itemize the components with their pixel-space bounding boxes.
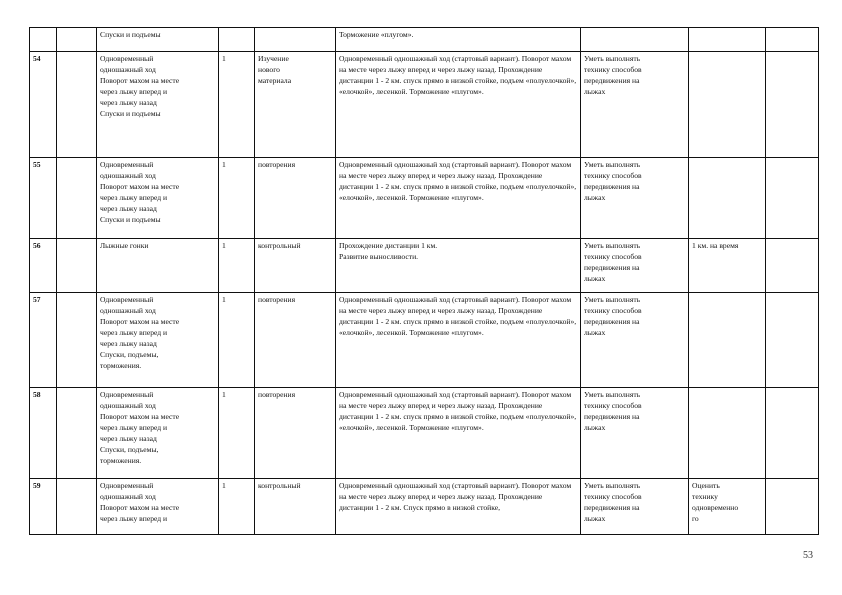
lesson-date	[57, 239, 97, 293]
lesson-note	[766, 158, 819, 239]
lesson-content: Прохождение дистанции 1 км. Развитие выносливости.	[336, 239, 581, 293]
lesson-skills: Уметь выполнять технику способов передвижения на лыжах	[581, 293, 689, 388]
lesson-type	[255, 28, 336, 52]
lesson-hours: 1	[219, 388, 255, 479]
table-row	[30, 158, 819, 239]
lesson-number: 57	[30, 293, 57, 388]
lesson-date	[57, 388, 97, 479]
table-row	[30, 28, 819, 52]
lesson-skills: Уметь выполнять технику способов передвижения на лыжах	[581, 239, 689, 293]
lesson-content: Одновременный одношажный ход (стартовый вариант). Поворот махом на месте через лыжу вперед и через лыжу назад. Прохождение дистанции 1 - 2 км. Спуск прямо в низкой стойке,	[336, 479, 581, 535]
lesson-content: Одновременный одношажный ход (стартовый вариант). Поворот махом на месте через лыжу вперед и через лыжу назад. Прохождение дистанции 1 - 2 км. спуск прямо в низкой стойке, подъем «полуелочкой», «елочкой», лесенкой. Торможение «плугом».	[336, 388, 581, 479]
lesson-control	[689, 52, 766, 158]
lesson-type: Изучение нового материала	[255, 52, 336, 158]
lesson-number	[30, 28, 57, 52]
lesson-number: 56	[30, 239, 57, 293]
lesson-topic: Одновременный одношажный ход Поворот махом на месте через лыжу вперед и через лыжу назад Спуски, подъемы, торможения.	[97, 388, 219, 479]
table-row	[30, 388, 819, 479]
page-number: 53	[803, 550, 813, 561]
lesson-type: повторения	[255, 293, 336, 388]
lesson-note	[766, 388, 819, 479]
lesson-skills	[581, 28, 689, 52]
lesson-topic: Одновременный одношажный ход Поворот махом на месте через лыжу вперед и через лыжу назад Спуски, подъемы, торможения.	[97, 293, 219, 388]
lesson-number: 59	[30, 479, 57, 535]
lesson-type: контрольный	[255, 239, 336, 293]
lesson-skills: Уметь выполнять технику способов передвижения на лыжах	[581, 388, 689, 479]
lesson-type: повторения	[255, 158, 336, 239]
lesson-hours	[219, 28, 255, 52]
lesson-number: 54	[30, 52, 57, 158]
lesson-skills: Уметь выполнять технику способов передвижения на лыжах	[581, 52, 689, 158]
lesson-date	[57, 158, 97, 239]
lesson-date	[57, 293, 97, 388]
lesson-note	[766, 28, 819, 52]
lesson-hours: 1	[219, 239, 255, 293]
lesson-hours: 1	[219, 293, 255, 388]
table-row	[30, 239, 819, 293]
lesson-note	[766, 239, 819, 293]
lesson-content: Торможение «плугом».	[336, 28, 581, 52]
lesson-topic: Одновременный одношажный ход Поворот махом на месте через лыжу вперед и через лыжу назад Спуски и подъемы	[97, 52, 219, 158]
lesson-number: 58	[30, 388, 57, 479]
lesson-topic: Одновременный одношажный ход Поворот махом на месте через лыжу вперед и	[97, 479, 219, 535]
lesson-number: 55	[30, 158, 57, 239]
lesson-content: Одновременный одношажный ход (стартовый вариант). Поворот махом на месте через лыжу вперед и через лыжу назад. Прохождение дистанции 1 - 2 км. спуск прямо в низкой стойке, подъем «полуелочкой», «елочкой», лесенкой. Торможение «плугом».	[336, 293, 581, 388]
lesson-content: Одновременный одношажный ход (стартовый вариант). Поворот махом на месте через лыжу вперед и через лыжу назад. Прохождение дистанции 1 - 2 км. спуск прямо в низкой стойке, подъем «полуелочкой», «елочкой», лесенкой. Торможение «плугом».	[336, 158, 581, 239]
lesson-note	[766, 52, 819, 158]
lesson-skills: Уметь выполнять технику способов передвижения на лыжах	[581, 479, 689, 535]
table-row	[30, 52, 819, 158]
lesson-content: Одновременный одношажный ход (стартовый вариант). Поворот махом на месте через лыжу вперед и через лыжу назад. Прохождение дистанции 1 - 2 км. спуск прямо в низкой стойке, подъем «полуелочкой», «елочкой», лесенкой. Торможение «плугом».	[336, 52, 581, 158]
lesson-skills: Уметь выполнять технику способов передвижения на лыжах	[581, 158, 689, 239]
lesson-note	[766, 479, 819, 535]
lesson-control: Оценить технику одновременно го	[689, 479, 766, 535]
lesson-date	[57, 479, 97, 535]
table-row	[30, 479, 819, 535]
lesson-plan-table	[29, 27, 819, 535]
lesson-control	[689, 388, 766, 479]
lesson-control	[689, 158, 766, 239]
lesson-hours: 1	[219, 479, 255, 535]
lesson-control	[689, 293, 766, 388]
lesson-type: повторения	[255, 388, 336, 479]
lesson-note	[766, 293, 819, 388]
lesson-control	[689, 28, 766, 52]
lesson-date	[57, 52, 97, 158]
lesson-control: 1 км. на время	[689, 239, 766, 293]
lesson-hours: 1	[219, 52, 255, 158]
lesson-topic: Лыжные гонки	[97, 239, 219, 293]
lesson-date	[57, 28, 97, 52]
lesson-type: контрольный	[255, 479, 336, 535]
table-row	[30, 293, 819, 388]
lesson-topic: Одновременный одношажный ход Поворот махом на месте через лыжу вперед и через лыжу назад Спуски и подъемы	[97, 158, 219, 239]
lesson-hours: 1	[219, 158, 255, 239]
lesson-topic: Спуски и подъемы	[97, 28, 219, 52]
